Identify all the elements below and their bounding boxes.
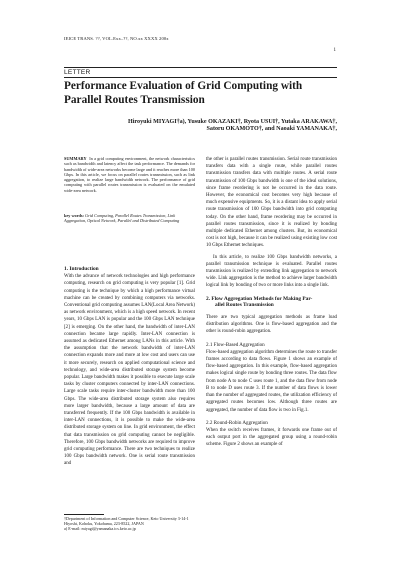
keywords-block	[64, 213, 195, 224]
keywords-label: key words:	[64, 213, 84, 218]
journal-header: IEICE TRANS. ??, VOL.Exx–??, NO.xx XXXX 200x	[64, 36, 169, 41]
footnote-affiliation: †Department of Information and Computer Science, Keio University 3-14-1 Hiyoshi, Kohoku, Yokohama, 223-8522, JAPAN	[64, 516, 189, 527]
page-number: 1	[333, 48, 336, 53]
paper-title: Performance Evaluation of Grid Computing with Parallel Routes Transmission	[64, 80, 303, 106]
footnote-email: a) E-mail: miyagi@yamanaka.ics.keio.ac.jp	[64, 526, 136, 532]
footnote-rule	[64, 514, 104, 515]
right-column	[206, 156, 337, 449]
summary-label: SUMMARY	[64, 156, 87, 161]
keywords-text: Grid Computing, Parallel Routes Transmission, Link Aggregation, Optical Network, Parallel and Distributed Computing	[64, 213, 180, 224]
footnote	[64, 516, 195, 532]
author-list	[92, 119, 337, 134]
subsection-2-2-heading: 2.2 Round-Robin Aggregation	[206, 419, 268, 426]
title-rule	[64, 77, 337, 78]
right-paragraph-5: When the switch receives frames, it forwards one frame out of each output port in the aggregated group using a round-robin scheme. Figure 2 shows an example of	[206, 427, 337, 448]
left-column	[64, 266, 195, 468]
right-paragraph-4: Flow-based aggregation algorithm determines the route to transfer frames according to data flows. Figure 1 shows an example of flow-based aggregation. In this example, flow-based aggregation makes logical single route by bonding three routes. The data flow from node A to node C uses route 1, and the data flow from node B to node D uses route 3. If the number of data flows is lower than the number of aggregated routes, the utilization efficiency of aggregated routes becomes low. Although three routes are aggregated, the number of data flow is two in Fig.1.	[206, 349, 337, 413]
right-paragraph-1: the other is parallel routes transmission. Serial route transmission transfers data with a single route, while parallel routes transmission transfers data with multiple routes. A serial route transmission of 100 Gbps bandwidth is one of the ideal solutions, since frame reordering is not be occurred in the data route. However, the economical cost becomes very high because of much expensive equipments. So, it is a distant idea to apply serial route transmission of 100 Gbps bandwidth into grid computing today. On the other hand, frame reordering may be occurred in parallel routes transmission, since it is realized by bonding multiple dedicated Ethernet among clusters. But, its economical cost is not high, because it can be realized using existing low cost 10 Gbps Ethernet techniques.	[206, 157, 337, 249]
right-paragraph-3: There are two typical aggregation methods as frame load distribution algorithms. One is flow-based aggregation and the other is round-robin aggregation.	[206, 315, 337, 335]
section-1-heading: 1. Introduction	[64, 266, 99, 272]
section-2-heading-line-1: 2. Flow Aggregation Methods for Making Par-	[206, 295, 313, 302]
top-rule	[64, 67, 337, 68]
article-type: LETTER	[64, 69, 91, 76]
right-paragraph-2: In this article, to realize 100 Gbps bandwidth networks, a parallel transmission technique is evaluated. Parallel routes transmission is realized by extending link aggregation to network wide. Link aggregation is the method to achieve larger bandwidth logical link by bonding of two or more links into a single link.	[206, 254, 337, 289]
author-line-1: Hiroyuki MIYAGI†a), Yusuke OKAZAKI†, Ryota USUI†, Yutaka ARAKAWA†,	[128, 119, 337, 125]
section-1-paragraph: With the advance of network technologies and high performance computing, research on grid computing is very popular [1]. Grid computing is the technique by which a high performance virtual machine can be created by combining computers via networks. Conventional grid computing assumes LAN(Local Area Network) as network environment, which is a high speed network. In recent years, 10 Gbps LAN is popular and the 100 Gbps LAN technique [2] is emerging. On the other hand, the bandwidth of inter-LAN connection became large rapidly. Inter-LAN connection is assumed as dedicated Ethernet among LANs in this article. With the assumption that the network bandwidth of inter-LAN connection expands more and more at low cost and users can use it more securely, research on applied computational science and technology, and wide-area distributed storage system become popular. Large bandwidth makes it possible to execute large scale tasks by cluster computers connected by inter-LAN connections. Large scale tasks require inter-cluster bandwidth more than 100 Gbps. The wide-area distributed storage system also requires more larger bandwidth, because a large amount of data are transferred frequently. If the 100 Gbps bandwidth is available in inter-LAN connections, it is possible to make the wide-area distributed storage system on line. In grid environment, the effect that data transmission on grid computing cannot be negligible. Therefore, 100 Gbps bandwidth networks are required to improve grid computing performance. There are two techniques to realize 100 Gbps bandwidth network. One is serial route transmission and	[64, 274, 195, 467]
author-line-2: Satoru OKAMOTO†, and Naoaki YAMANAKA†,	[206, 126, 337, 133]
section-2-heading-line-2: allel Routes Transmission	[215, 301, 274, 308]
summary-block	[64, 156, 195, 193]
summary-text: In a grid computing environment, the network characteristics such as bandwidth and latency affect the task performance. The demands for bandwidth of wide-area networks become large and it reaches more than 100 Gbps. In this article, we focus on parallel routes transmission, such as link aggregation, to realize large bandwidth network. The performance of grid computing with parallel routes transmission is evaluated on the emulated wide-area network.	[64, 156, 196, 193]
subsection-2-1-heading: 2.1 Flow-Based Aggregation	[206, 341, 265, 348]
